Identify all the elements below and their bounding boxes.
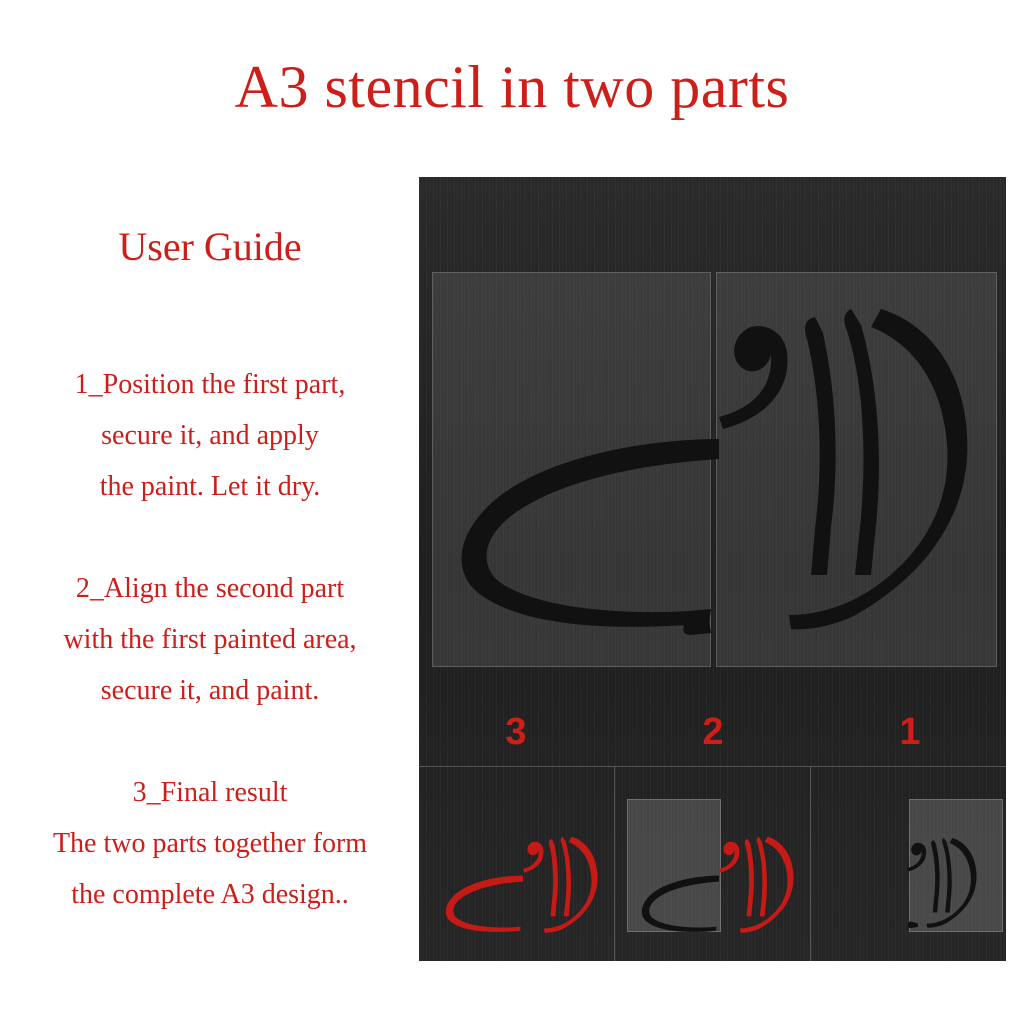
result-cell-second-part xyxy=(615,766,811,961)
guide-step-3-line-3: the complete A3 design.. xyxy=(71,879,349,910)
guide-step-1-line-3: the paint. Let it dry. xyxy=(99,471,321,502)
guide-step-1-line-2: secure it, and apply xyxy=(101,420,319,451)
user-guide-panel xyxy=(0,215,420,935)
step-number-2: 2 xyxy=(702,711,724,753)
guide-step-1 xyxy=(0,359,420,512)
calligraphy-alif-2 xyxy=(844,309,879,575)
result-cell-first-part xyxy=(811,766,1006,961)
guide-step-3-line-2: The two parts together form xyxy=(52,828,368,859)
guide-step-2-line-3: secure it, and paint. xyxy=(100,675,320,706)
calligraphy-loop-stroke xyxy=(462,439,719,627)
page-title: A3 stencil in two parts xyxy=(234,54,790,120)
step-number-3: 3 xyxy=(505,711,527,753)
calligraphy-waw-stroke xyxy=(719,326,787,429)
guide-step-1-line-1: 1_Position the first part, xyxy=(74,369,346,400)
first-part-stencil xyxy=(811,767,1006,961)
guide-step-2 xyxy=(0,563,420,716)
guide-step-2-line-1: 2_Align the second part xyxy=(75,573,345,604)
result-cell-final xyxy=(419,766,615,961)
guide-step-2-line-2: with the first painted area, xyxy=(63,624,357,655)
user-guide-heading: User Guide xyxy=(118,224,302,269)
guide-step-3-line-1: 3_Final result xyxy=(132,777,288,808)
final-painted-design xyxy=(419,767,614,961)
stencil-preview-board xyxy=(419,177,1006,961)
calligraphy-alif-1 xyxy=(805,317,836,575)
step-number-1: 1 xyxy=(899,711,921,753)
guide-step-3 xyxy=(0,767,420,920)
second-part-overlay xyxy=(615,767,810,961)
